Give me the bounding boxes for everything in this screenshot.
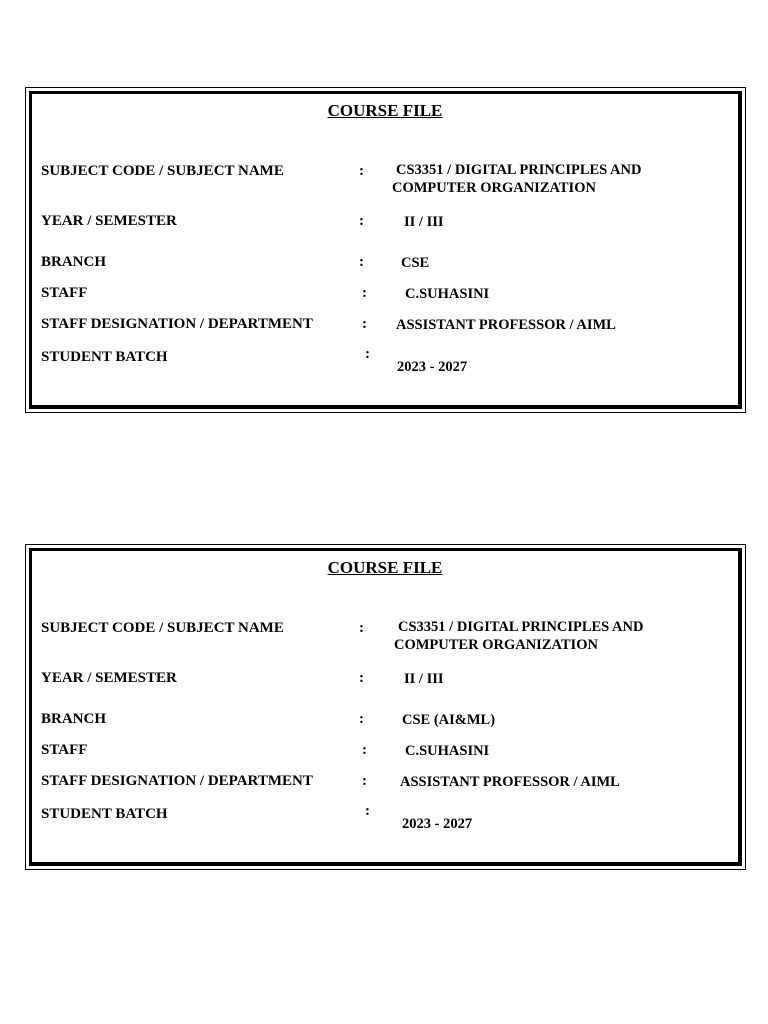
- colon: :: [359, 711, 364, 727]
- value-student-batch: 2023 - 2027: [397, 359, 468, 375]
- value-staff-designation: ASSISTANT PROFESSOR / AIML: [396, 317, 616, 333]
- colon: :: [362, 773, 367, 789]
- value-staff-designation: ASSISTANT PROFESSOR / AIML: [400, 774, 620, 790]
- value-student-batch: 2023 - 2027: [402, 816, 473, 832]
- label-year-semester: YEAR / SEMESTER: [41, 670, 177, 686]
- card-title: COURSE FILE: [327, 101, 443, 120]
- value-subject-code-line2: COMPUTER ORGANIZATION: [394, 637, 598, 653]
- colon: :: [362, 316, 367, 332]
- value-subject-code-line1: CS3351 / DIGITAL PRINCIPLES AND: [396, 162, 642, 178]
- value-year-semester: II / III: [404, 214, 444, 230]
- colon: :: [359, 254, 364, 270]
- label-branch: BRANCH: [41, 711, 107, 727]
- label-student-batch: STUDENT BATCH: [41, 806, 168, 822]
- card-frame: [29, 548, 742, 866]
- value-branch: CSE (AI&ML): [402, 712, 496, 728]
- colon: :: [365, 803, 370, 819]
- colon: :: [359, 213, 364, 229]
- colon: :: [359, 670, 364, 686]
- value-subject-code-line1: CS3351 / DIGITAL PRINCIPLES AND: [398, 619, 644, 635]
- label-student-batch: STUDENT BATCH: [41, 349, 168, 365]
- label-staff: STAFF: [41, 285, 88, 301]
- card-title: COURSE FILE: [327, 558, 443, 577]
- value-branch: CSE: [401, 255, 430, 271]
- course-file-card-2: [25, 544, 746, 870]
- colon: :: [365, 346, 370, 362]
- label-staff: STAFF: [41, 742, 88, 758]
- label-branch: BRANCH: [41, 254, 107, 270]
- colon: :: [362, 285, 367, 301]
- value-staff: C.SUHASINI: [405, 286, 490, 302]
- colon: :: [362, 742, 367, 758]
- colon: :: [359, 620, 364, 636]
- label-subject-code: SUBJECT CODE / SUBJECT NAME: [41, 620, 284, 636]
- value-subject-code-line2: COMPUTER ORGANIZATION: [392, 180, 596, 196]
- card-frame: [29, 91, 742, 409]
- course-file-card-1: [25, 87, 746, 413]
- label-staff-designation: STAFF DESIGNATION / DEPARTMENT: [41, 773, 313, 789]
- label-subject-code: SUBJECT CODE / SUBJECT NAME: [41, 163, 284, 179]
- value-staff: C.SUHASINI: [405, 743, 490, 759]
- value-year-semester: II / III: [404, 671, 444, 687]
- colon: :: [359, 163, 364, 179]
- label-staff-designation: STAFF DESIGNATION / DEPARTMENT: [41, 316, 313, 332]
- label-year-semester: YEAR / SEMESTER: [41, 213, 177, 229]
